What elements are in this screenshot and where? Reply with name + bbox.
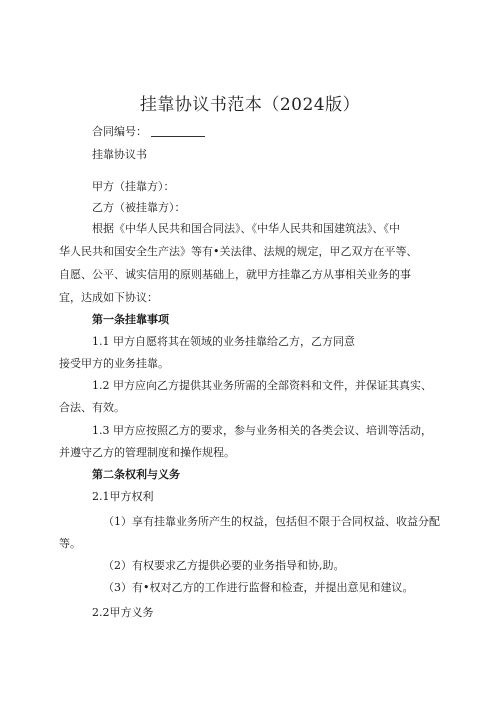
- clause-1-2-line-2: 合法、有效。: [59, 401, 125, 414]
- clause-2-1-heading: 2.1甲方权利: [92, 490, 154, 503]
- intro-line-1: 根据《中华人民共和国合同法》、《中华人民共和国建筑法》、《中: [92, 222, 400, 235]
- intro-line-4: 宜，达成如下协议：: [59, 291, 158, 304]
- article-2-heading: 第二条权利与义务: [92, 468, 180, 481]
- right-1-line-2: 等。: [59, 537, 81, 550]
- party-a-line: 甲方（挂靠方）：: [92, 180, 175, 193]
- clause-1-2-line-1: 1.2 甲方应向乙方提供其业务所需的全部资料和文件，并保证其真实、: [92, 379, 432, 392]
- clause-1-3-line-2: 并遵守乙方的管理制度和操作规程。: [59, 446, 235, 459]
- intro-line-3: 自愿、公平、诚实信用的原则基础上，就甲方挂靠乙方从事相关业务的事: [59, 268, 411, 281]
- document-name: 挂靠协议书: [92, 148, 147, 161]
- clause-1-1-line-2: 接受甲方的业务挂靠。: [59, 357, 169, 370]
- document-title: 挂靠协议书范本（2024版）: [139, 95, 361, 115]
- clause-1-3-line-1: 1.3 甲方应按照乙方的要求，参与业务相关的各类会议、培训等活动，: [92, 424, 432, 437]
- article-1-heading: 第一条挂靠事项: [92, 313, 169, 326]
- contract-number-row: [92, 125, 205, 139]
- right-3-line: （3）有•权对乙方的工作进行监督和检查，并提出意见和建议。: [103, 581, 414, 594]
- right-2-line: （2）有权要求乙方提供必要的业务指导和协,助。: [103, 559, 345, 572]
- party-b-line: 乙方（被挂靠方）：: [92, 201, 186, 214]
- clause-2-2-heading: 2.2甲方义务: [92, 606, 154, 619]
- contract-number-label: 合同编号：: [92, 125, 147, 138]
- clause-1-1-line-1: 1.1 甲方自愿将其在领域的业务挂靠给乙方，乙方同意: [92, 335, 355, 348]
- right-1-line-1: （1）享有挂靠业务所产生的权益，包括但不限于合同权益、收益分配: [103, 515, 440, 528]
- contract-number-blank: [151, 136, 205, 137]
- intro-line-2: 华人民共和国安全生产法》等有•关法律、法规的规定，甲乙双方在平等、: [59, 245, 418, 258]
